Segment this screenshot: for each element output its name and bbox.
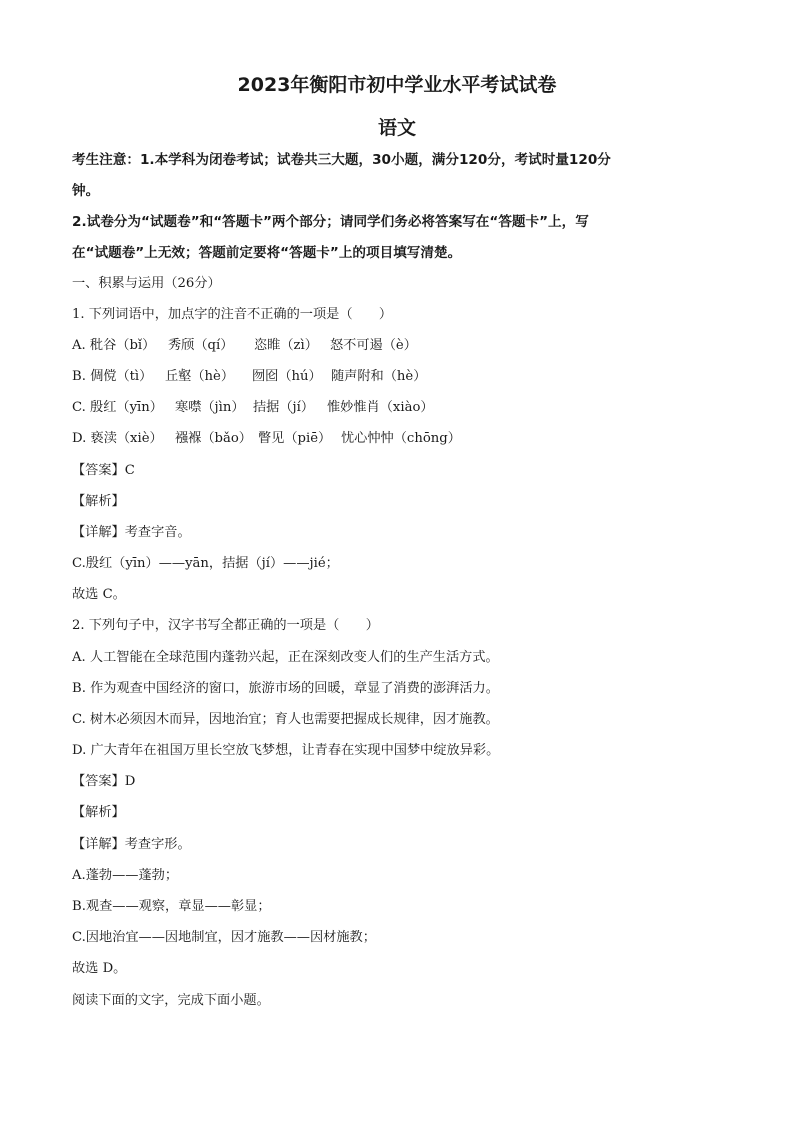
q1-b-4: 随声附和（hè） — [331, 369, 427, 384]
notice-line-2: 钟。 — [72, 183, 100, 199]
q1-b-3: 囫囵（hú） — [252, 369, 322, 384]
q2-explanation-a: A.蓬勃——蓬勃； — [72, 868, 179, 883]
q2-detail: 【详解】考查字形。 — [72, 837, 191, 852]
q1-c-4: 惟妙惟肖（xiào） — [327, 400, 434, 415]
q1-d-1: D. 亵渎（xiè） — [72, 431, 163, 446]
q1-d-3: 瞥见（piē） — [258, 431, 332, 446]
q2-answer: 【答案】D — [72, 774, 136, 789]
q1-b-2: 丘壑（hè） — [165, 369, 235, 384]
q2-explanation-c: C.因地治宜——因地制宜，因才施教——因材施教； — [72, 930, 376, 945]
notice-line-4: 在“试题卷”上无效；答题前定要将“答题卡”上的项目填写清楚。 — [72, 245, 462, 261]
q2-choose: 故选 D。 — [72, 961, 127, 976]
q1-a-2: 秀颀（qí） — [168, 338, 234, 353]
q1-explanation: C.殷红（yīn）——yān，拮据（jí）——jié； — [72, 556, 339, 571]
q1-a-3: 恣睢（zì） — [254, 338, 318, 353]
q1-detail: 【详解】考查字音。 — [72, 525, 191, 540]
q1-option-b — [72, 367, 732, 387]
q2-option-c: C. 树木必须因木而异，因地治宜；育人也需要把握成长规律，因才施教。 — [72, 712, 499, 727]
q2-explanation-b: B.观查——观察，章显——彰显； — [72, 899, 271, 914]
q2-option-b: B. 作为观查中国经济的窗口，旅游市场的回暖，章显了消费的澎湃活力。 — [72, 681, 499, 696]
q1-stem: 1. 下列词语中，加点字的注音不正确的一项是（ ） — [72, 307, 393, 322]
q1-analysis: 【解析】 — [72, 494, 125, 509]
exam-title: 2023年衡阳市初中学业水平考试试卷 — [237, 74, 557, 96]
q1-choose: 故选 C。 — [72, 587, 126, 602]
q1-a-4: 怒不可遏（è） — [330, 338, 417, 353]
q1-answer: 【答案】C — [72, 463, 135, 478]
q1-d-4: 忧心忡忡（chōng） — [341, 431, 461, 446]
q1-c-2: 寒噤（jìn） — [175, 400, 245, 415]
q2-stem: 2. 下列句子中，汉字书写全都正确的一项是（ ） — [72, 618, 379, 633]
q1-a-1: A. 秕谷（bǐ） — [72, 338, 156, 353]
q2-option-d: D. 广大青年在祖国万里长空放飞梦想，让青春在实现中国梦中绽放异彩。 — [72, 743, 500, 758]
q1-c-1: C. 殷红（yīn） — [72, 400, 163, 415]
notice-line-1: 考生注意：1.本学科为闭卷考试；试卷共三大题，30小题，满分120分，考试时量120分 — [72, 152, 611, 168]
q1-option-c — [72, 398, 732, 418]
q1-c-3: 拮据（jí） — [253, 400, 315, 415]
q1-d-2: 襁褓（bǎo） — [175, 431, 252, 446]
section-heading: 一、积累与运用（26分） — [72, 276, 221, 291]
reading-instruction: 阅读下面的文字，完成下面小题。 — [72, 993, 270, 1008]
q2-option-a: A. 人工智能在全球范围内蓬勃兴起，正在深刻改变人们的生产生活方式。 — [72, 650, 499, 665]
q1-b-1: B. 倜傥（tì） — [72, 369, 153, 384]
notice-line-3: 2.试卷分为“试题卷”和“答题卡”两个部分；请同学们务必将答案写在“答题卡”上，写 — [72, 214, 589, 230]
subject-title: 语文 — [377, 117, 416, 139]
q2-analysis: 【解析】 — [72, 805, 125, 820]
q1-option-d — [72, 429, 732, 449]
q1-option-a — [72, 336, 732, 356]
